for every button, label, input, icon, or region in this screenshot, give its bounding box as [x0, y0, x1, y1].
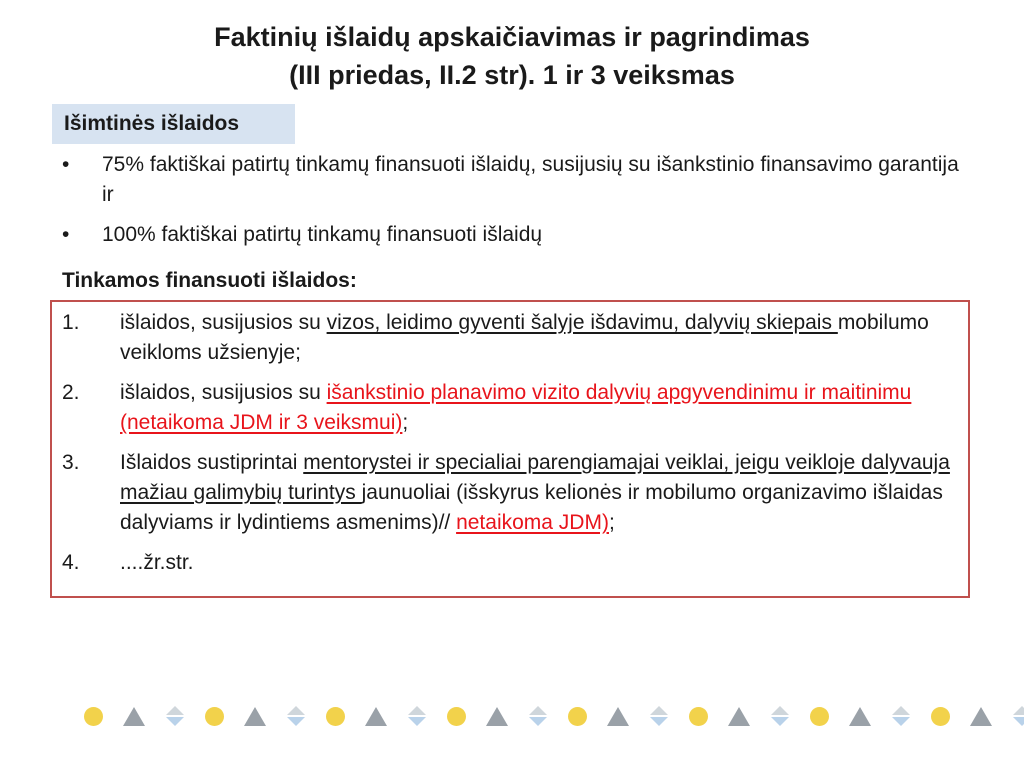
title-line-2: (III priedas, II.2 str). 1 ir 3 veiksmas	[289, 60, 735, 90]
item-number: 2.	[62, 381, 80, 404]
section-tag: Išimtinės išlaidos	[52, 104, 295, 144]
circle-icon	[568, 707, 587, 726]
diamond-icon	[528, 706, 548, 726]
circle-icon	[205, 707, 224, 726]
bullet-text: 75% faktiškai patirtų tinkamų finansuoti išlaidų, susijusių su išankstinio finansavimo garantija ir	[102, 153, 959, 206]
item-text: ....žr.str.	[120, 551, 194, 574]
diamond-icon	[770, 706, 790, 726]
list-item	[62, 378, 962, 438]
diamond-icon	[891, 706, 911, 726]
bullet-marker: •	[62, 223, 70, 246]
circle-icon	[326, 707, 345, 726]
diamond-icon	[165, 706, 185, 726]
bullet-marker: •	[62, 153, 70, 176]
bullet-list	[62, 150, 962, 260]
item-text: ;	[608, 511, 615, 534]
list-item	[62, 448, 962, 538]
diamond-icon	[407, 706, 427, 726]
list-item	[62, 308, 962, 368]
circle-icon	[689, 707, 708, 726]
circle-icon	[931, 707, 950, 726]
decorative-shape-row	[84, 703, 1024, 729]
item-number: 3.	[62, 451, 80, 474]
item-text: išlaidos, susijusios su	[120, 381, 327, 404]
triangle-icon	[486, 707, 508, 726]
list-item	[62, 548, 962, 578]
red-underlined-text: netaikoma JDM)	[456, 511, 609, 534]
item-text: ;	[402, 411, 409, 434]
bullet-text: 100% faktiškai patirtų tinkamų finansuoti išlaidų	[102, 223, 543, 246]
diamond-icon	[649, 706, 669, 726]
circle-icon	[447, 707, 466, 726]
red-underlined-text: išankstinio planavimo vizito dalyvių apgyvendinimu ir maitinimu (netaikoma JDM ir 3 veiksmui)	[120, 381, 912, 434]
diamond-icon	[286, 706, 306, 726]
item-text: išlaidos, susijusios su	[120, 311, 327, 334]
triangle-icon	[728, 707, 750, 726]
circle-icon	[810, 707, 829, 726]
triangle-icon	[849, 707, 871, 726]
item-number: 4.	[62, 551, 80, 574]
underlined-text: vizos, leidimo gyventi šalyje išdavimu, dalyvių skiepais	[326, 311, 838, 334]
title-line-1: Faktinių išlaidų apskaičiavimas ir pagrindimas	[214, 22, 810, 52]
item-text: jaunuoliai (išskyrus kelionės ir mobilumo organizavimo išlaidas dalyviams ir lydintiems asmenims)//	[120, 481, 943, 534]
item-text: mobilumo veikloms užsienyje;	[120, 311, 929, 364]
numbered-list	[62, 308, 962, 588]
diamond-icon	[1012, 706, 1024, 726]
underlined-text: mentorystei ir specialiai parengiamajai veiklai, jeigu veikloje dalyvauja mažiau galimybių turintys	[120, 451, 950, 504]
item-number: 1.	[62, 311, 80, 334]
circle-icon	[84, 707, 103, 726]
triangle-icon	[123, 707, 145, 726]
triangle-icon	[244, 707, 266, 726]
triangle-icon	[365, 707, 387, 726]
triangle-icon	[970, 707, 992, 726]
subheading: Tinkamos finansuoti išlaidos:	[62, 269, 357, 292]
item-text: Išlaidos sustiprintai	[120, 451, 304, 474]
slide-title	[0, 18, 1024, 94]
bullet-item	[62, 150, 962, 210]
bullet-item	[62, 220, 962, 250]
triangle-icon	[607, 707, 629, 726]
